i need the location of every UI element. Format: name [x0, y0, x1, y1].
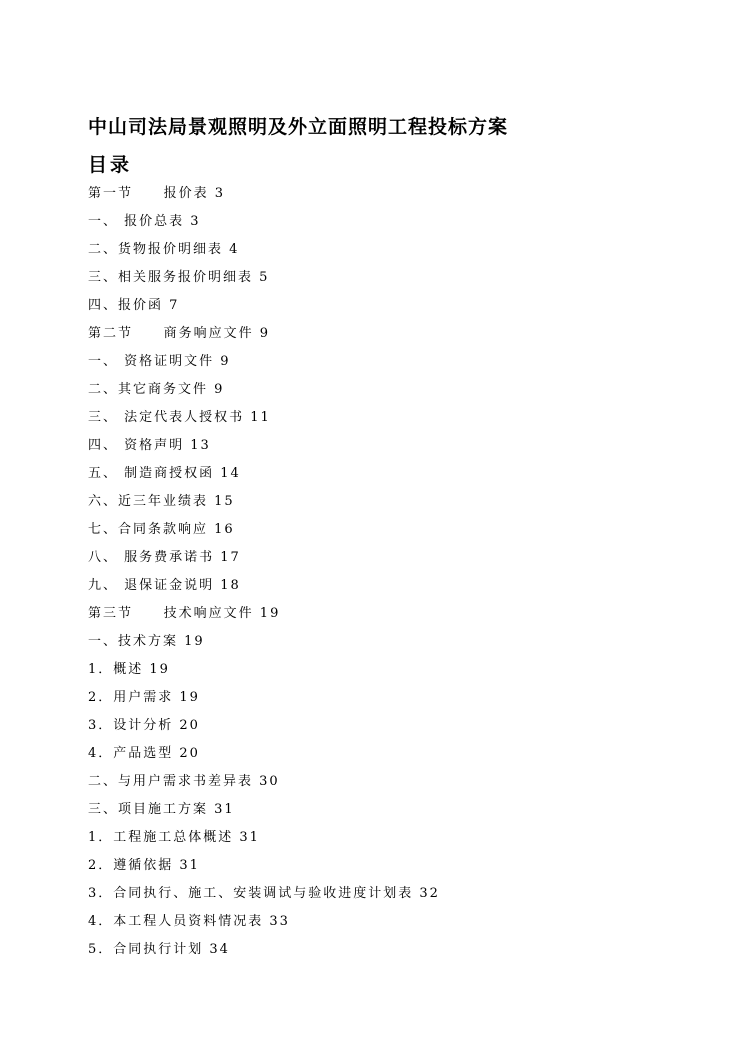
- toc-entry: 一、技术方案 19: [88, 634, 205, 649]
- toc-entry: 一、 报价总表 3: [88, 214, 201, 229]
- document-title: 中山司法局景观照明及外立面照明工程投标方案: [88, 116, 509, 138]
- toc-heading: 目录: [88, 154, 133, 176]
- toc-entry: 九、 退保证金说明 18: [88, 578, 241, 593]
- toc-entry: 第三节 技术响应文件 19: [88, 606, 281, 621]
- toc-entry: 四、 资格声明 13: [88, 438, 211, 453]
- toc-entry: 二、其它商务文件 9: [88, 382, 225, 397]
- toc-entry: 3．合同执行、施工、安装调试与验收进度计划表 32: [88, 886, 440, 901]
- toc-entry: 第一节 报价表 3: [88, 186, 226, 201]
- toc-entry: 七、合同条款响应 16: [88, 522, 235, 537]
- toc-entry: 六、近三年业绩表 15: [88, 494, 235, 509]
- toc-entry: 四、报价函 7: [88, 298, 180, 313]
- toc-entry: 三、 法定代表人授权书 11: [88, 410, 271, 425]
- toc-entry: 1．工程施工总体概述 31: [88, 830, 260, 845]
- toc-entry: 五、 制造商授权函 14: [88, 466, 241, 481]
- toc-entry: 二、货物报价明细表 4: [88, 242, 240, 257]
- toc-entry: 1．概述 19: [88, 662, 170, 677]
- toc-entry: 5．合同执行计划 34: [88, 942, 230, 957]
- toc-entry: 八、 服务费承诺书 17: [88, 550, 241, 565]
- toc-entry: 3．设计分析 20: [88, 718, 200, 733]
- table-of-contents: [88, 184, 440, 968]
- toc-entry: 二、与用户需求书差异表 30: [88, 774, 280, 789]
- toc-entry: 2．遵循依据 31: [88, 858, 200, 873]
- toc-entry: 一、 资格证明文件 9: [88, 354, 231, 369]
- toc-entry: 4．本工程人员资料情况表 33: [88, 914, 290, 929]
- toc-entry: 第二节 商务响应文件 9: [88, 326, 271, 341]
- toc-entry: 三、项目施工方案 31: [88, 802, 235, 817]
- toc-entry: 4．产品选型 20: [88, 746, 200, 761]
- toc-entry: 2．用户需求 19: [88, 690, 200, 705]
- toc-entry: 三、相关服务报价明细表 5: [88, 270, 270, 285]
